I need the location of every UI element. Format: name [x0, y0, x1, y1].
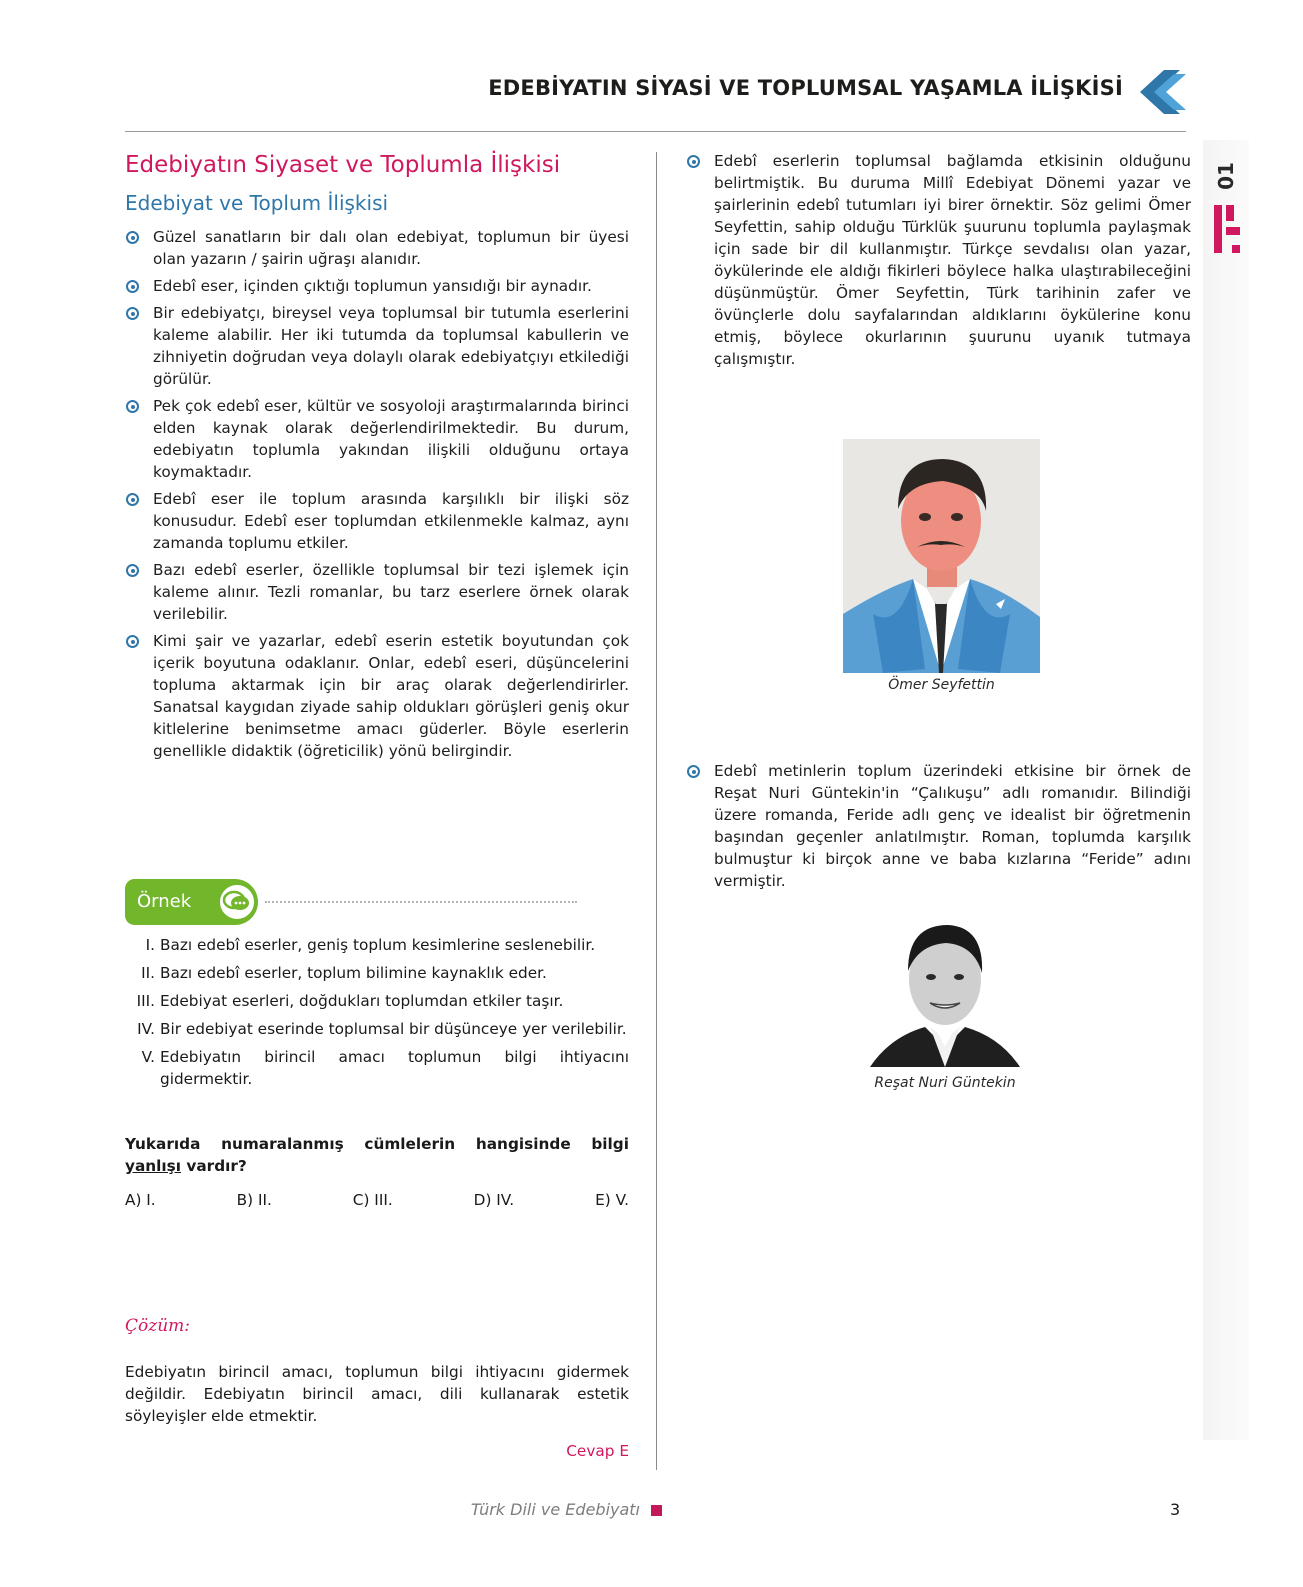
list-item: I. Bazı edebî eserler, geniş toplum kesimlerine seslenebilir.: [145, 936, 596, 954]
list-item: Edebî eserlerin toplumsal bağlamda etkisinin olduğunu belirtmiştik. Bu duruma Millî Edebiyat Dönemi yazar ve şairlerinin edebî tutumları iyi birer örnektir. Söz gelimi Ömer Seyfettin, sahip olduğu Türklük şuurunu toplumla paylaşmak için sade bir dil kullanmıştır. Türkçe sevdalısı olan yazar, öykülerinde ele aldığı fikirleri böylece halka ulaştırabileceğini düşünmüştür. Ömer Seyfettin, Türk tarihinin zafer ve övünçlerle dolu sayfalarından aldıklarını öykülerine konu etmiş, böylece okurlarının şuurunu uyanık tutmaya çalışmıştır.: [686, 150, 1191, 370]
unit-mark-icon: [1210, 205, 1244, 253]
target-bullet-icon: [687, 765, 700, 778]
portrait-photo-omer-seyfettin: [843, 439, 1040, 673]
portrait-photo-resat-nuri: [870, 907, 1020, 1067]
list-item: Bazı edebî eserler, özellikle toplumsal bir tezi işlemek için kaleme alınır. Tezli romanlar, bu tarz eserlere örnek olarak verilebilir.: [125, 559, 629, 625]
chapter-title: EDEBİYATIN SİYASİ VE TOPLUMSAL YAŞAMLA İLİŞKİSİ: [488, 76, 1123, 100]
header-rule: [125, 131, 1186, 132]
target-bullet-icon: [126, 635, 139, 648]
chat-bubble-icon: [217, 882, 257, 922]
footer-square-icon: [651, 1505, 662, 1516]
answer-key: Cevap E: [566, 1442, 629, 1460]
section-title: Edebiyatın Siyaset ve Toplumla İlişkisi: [125, 152, 561, 178]
right-column: [686, 150, 1191, 375]
photo-caption: Reşat Nuri Güntekin: [874, 1075, 1016, 1091]
bullet-list: [686, 760, 1191, 892]
list-item: Edebî metinlerin toplum üzerindeki etkisine bir örnek de Reşat Nuri Güntekin'in “Çalıkuşu” adlı romanıdır. Bilindiği üzere romanda, Feride adlı genç ve idealist bir öğretmenin başından geçenler anlatılmıştır. Roman, toplumda karşılık bulmuştur ki birçok anne ve baba kızlarına “Feride” adını vermiştir.: [686, 760, 1191, 892]
question-text: Yukarıda numaralanmış cümlelerin hangisinde bilgi yanlışı vardır?: [125, 1135, 629, 1175]
target-bullet-icon: [126, 280, 139, 293]
book-title: Türk Dili ve Edebiyatı: [470, 1500, 640, 1519]
dotted-leader: [265, 901, 577, 903]
list-item: Bir edebiyatçı, bireysel veya toplumsal bir tutumla eserlerini kaleme alabilir. Her iki tutumda da toplumsal kabullerin ve zihniyetin doğrudan veya dolaylı olarak edebiyatçıyı etkilediği görülür.: [125, 302, 629, 390]
bullet-list: [686, 150, 1191, 370]
target-bullet-icon: [126, 493, 139, 506]
list-item: Edebî eser ile toplum arasında karşılıklı bir ilişki söz konusudur. Edebî eser toplumdan etkilenmekle kalmaz, aynı zamanda toplumu etkiler.: [125, 488, 629, 554]
question-emphasis: yanlışı: [125, 1157, 182, 1175]
page-number: 3: [1170, 1500, 1181, 1519]
chevron-left-icon: [1140, 70, 1186, 114]
list-item: Edebî eser, içinden çıktığı toplumun yansıdığı bir aynadır.: [125, 275, 629, 297]
example-label: Örnek: [137, 891, 192, 912]
target-bullet-icon: [687, 155, 700, 168]
column-divider: [656, 152, 657, 1470]
target-bullet-icon: [126, 564, 139, 577]
bullet-list: [125, 226, 629, 762]
example-statements: [125, 934, 629, 1096]
list-item: III. Edebiyat eserleri, doğdukları toplumdan etkiler taşır.: [136, 992, 564, 1010]
list-item: II. Bazı edebî eserler, toplum bilimine kaynaklık eder.: [141, 964, 547, 982]
option-b[interactable]: B) II.: [236, 1191, 272, 1209]
option-c[interactable]: C) III.: [352, 1191, 393, 1209]
target-bullet-icon: [126, 400, 139, 413]
list-item: Kimi şair ve yazarlar, edebî eserin estetik boyutundan çok içerik boyutuna odaklanır. Onlar, edebî eseri, düşüncelerini topluma aktarmak için bir araç olarak değerlendirirler. Sanatsal kaygıdan ziyade sahip oldukları görüşleri geniş okur kitlelerine benimsetme amacı güderler. Böyle eserlerin genellikle didaktik (öğreticilik) yönü belirgindir.: [125, 630, 629, 762]
right-column-lower: [686, 760, 1191, 897]
photo-caption: Ömer Seyfettin: [888, 677, 995, 693]
unit-number: 01: [1214, 162, 1238, 190]
option-e[interactable]: E) V.: [595, 1191, 629, 1209]
target-bullet-icon: [126, 307, 139, 320]
solution-text: Edebiyatın birincil amacı, toplumun bilgi ihtiyacını gidermek değildir. Edebiyatın birincil amacı, dili kullanarak estetik söyleyişler elde etmektir.: [125, 1363, 629, 1425]
target-bullet-icon: [126, 231, 139, 244]
side-strip: [1203, 140, 1249, 1440]
list-item: Pek çok edebî eser, kültür ve sosyoloji araştırmalarında birinci elden kaynak olarak değerlendirilmektedir. Bu durum, edebiyatın toplumla yakından ilişkili olduğunu ortaya koymaktadır.: [125, 395, 629, 483]
subsection-title: Edebiyat ve Toplum İlişkisi: [125, 191, 389, 215]
list-item: IV. Bir edebiyat eserinde toplumsal bir düşünceye yer verilebilir.: [137, 1020, 627, 1038]
list-item: V. Edebiyatın birincil amacı toplumun bilgi ihtiyacını gidermektir.: [141, 1048, 629, 1088]
left-column: [125, 150, 629, 767]
option-d[interactable]: D) IV.: [473, 1191, 515, 1209]
solution-label: Çözüm:: [125, 1316, 190, 1336]
answer-options: [125, 1191, 629, 1209]
option-a[interactable]: A) I.: [125, 1191, 156, 1209]
list-item: Güzel sanatların bir dalı olan edebiyat, toplumun bir üyesi olan yazarın / şairin uğraşı alanıdır.: [125, 226, 629, 270]
